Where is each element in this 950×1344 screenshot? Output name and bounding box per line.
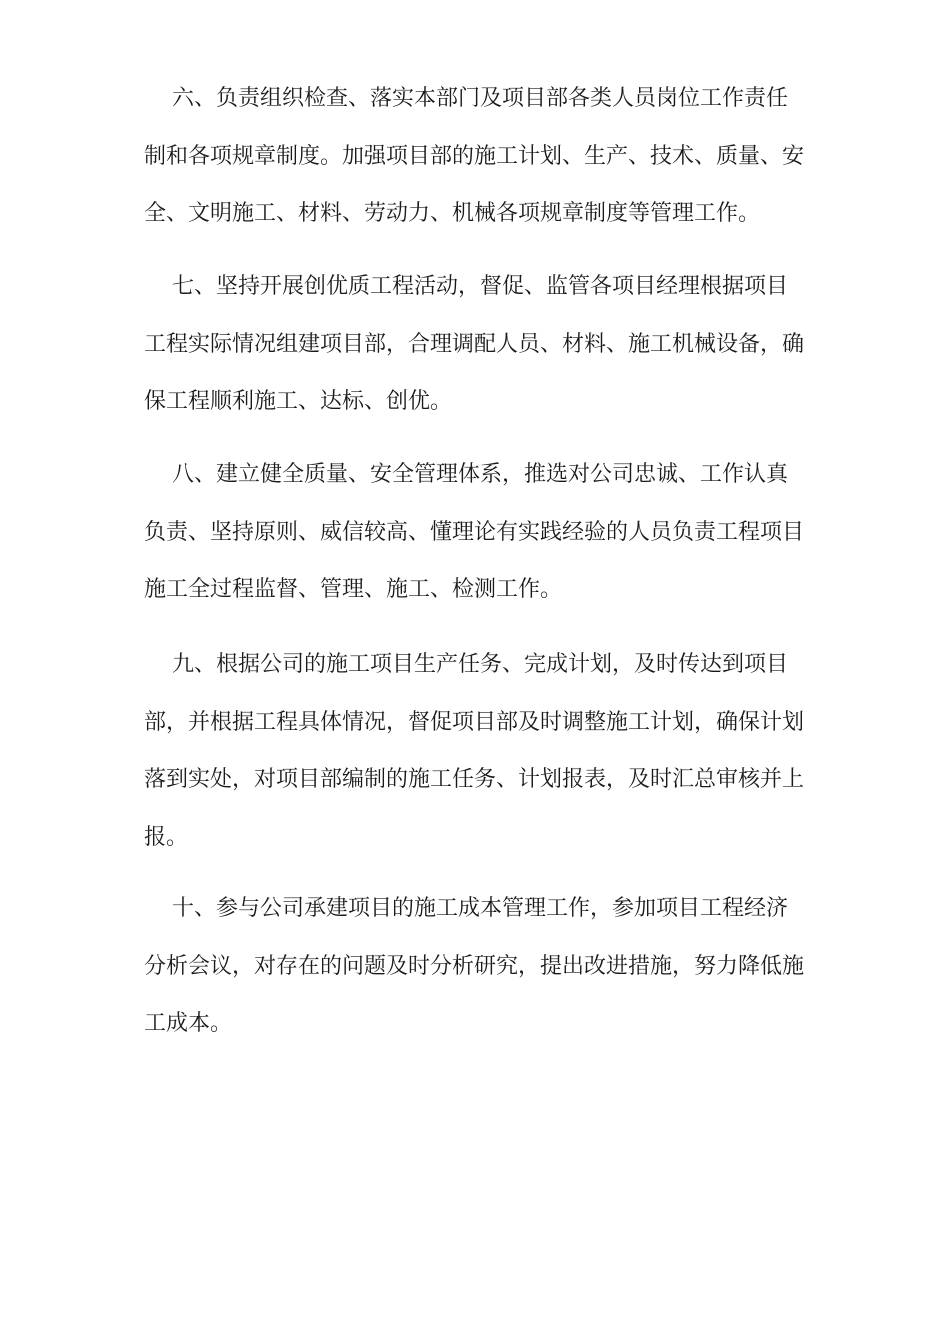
paragraph-item-eight: 八、建立健全质量、安全管理体系，推选对公司忠诚、工作认真负责、坚持原则、威信较高、懂理论有实践经验的人员负责工程项目施工全过程监督、管理、施工、检测工作。 (144, 462, 805, 602)
paragraph-item-nine: 九、根据公司的施工项目生产任务、完成计划，及时传达到项目部，并根据工程具体情况，督促项目部及时调整施工计划，确保计划落到实处，对项目部编制的施工任务、计划报表，及时汇总审核并上报。 (144, 652, 805, 850)
paragraph-item-six: 六、负责组织检查、落实本部门及项目部各类人员岗位工作责任制和各项规章制度。加强项目部的施工计划、生产、技术、质量、安全、文明施工、材料、劳动力、机械各项规章制度等管理工作。 (144, 86, 805, 226)
paragraph-item-seven: 七、坚持开展创优质工程活动，督促、监管各项目经理根据项目工程实际情况组建项目部，合理调配人员、材料、施工机械设备，确保工程顺利施工、达标、创优。 (144, 274, 805, 414)
paragraph-item-ten: 十、参与公司承建项目的施工成本管理工作，参加项目工程经济分析会议，对存在的问题及时分析研究，提出改进措施，努力降低施工成本。 (144, 896, 805, 1036)
